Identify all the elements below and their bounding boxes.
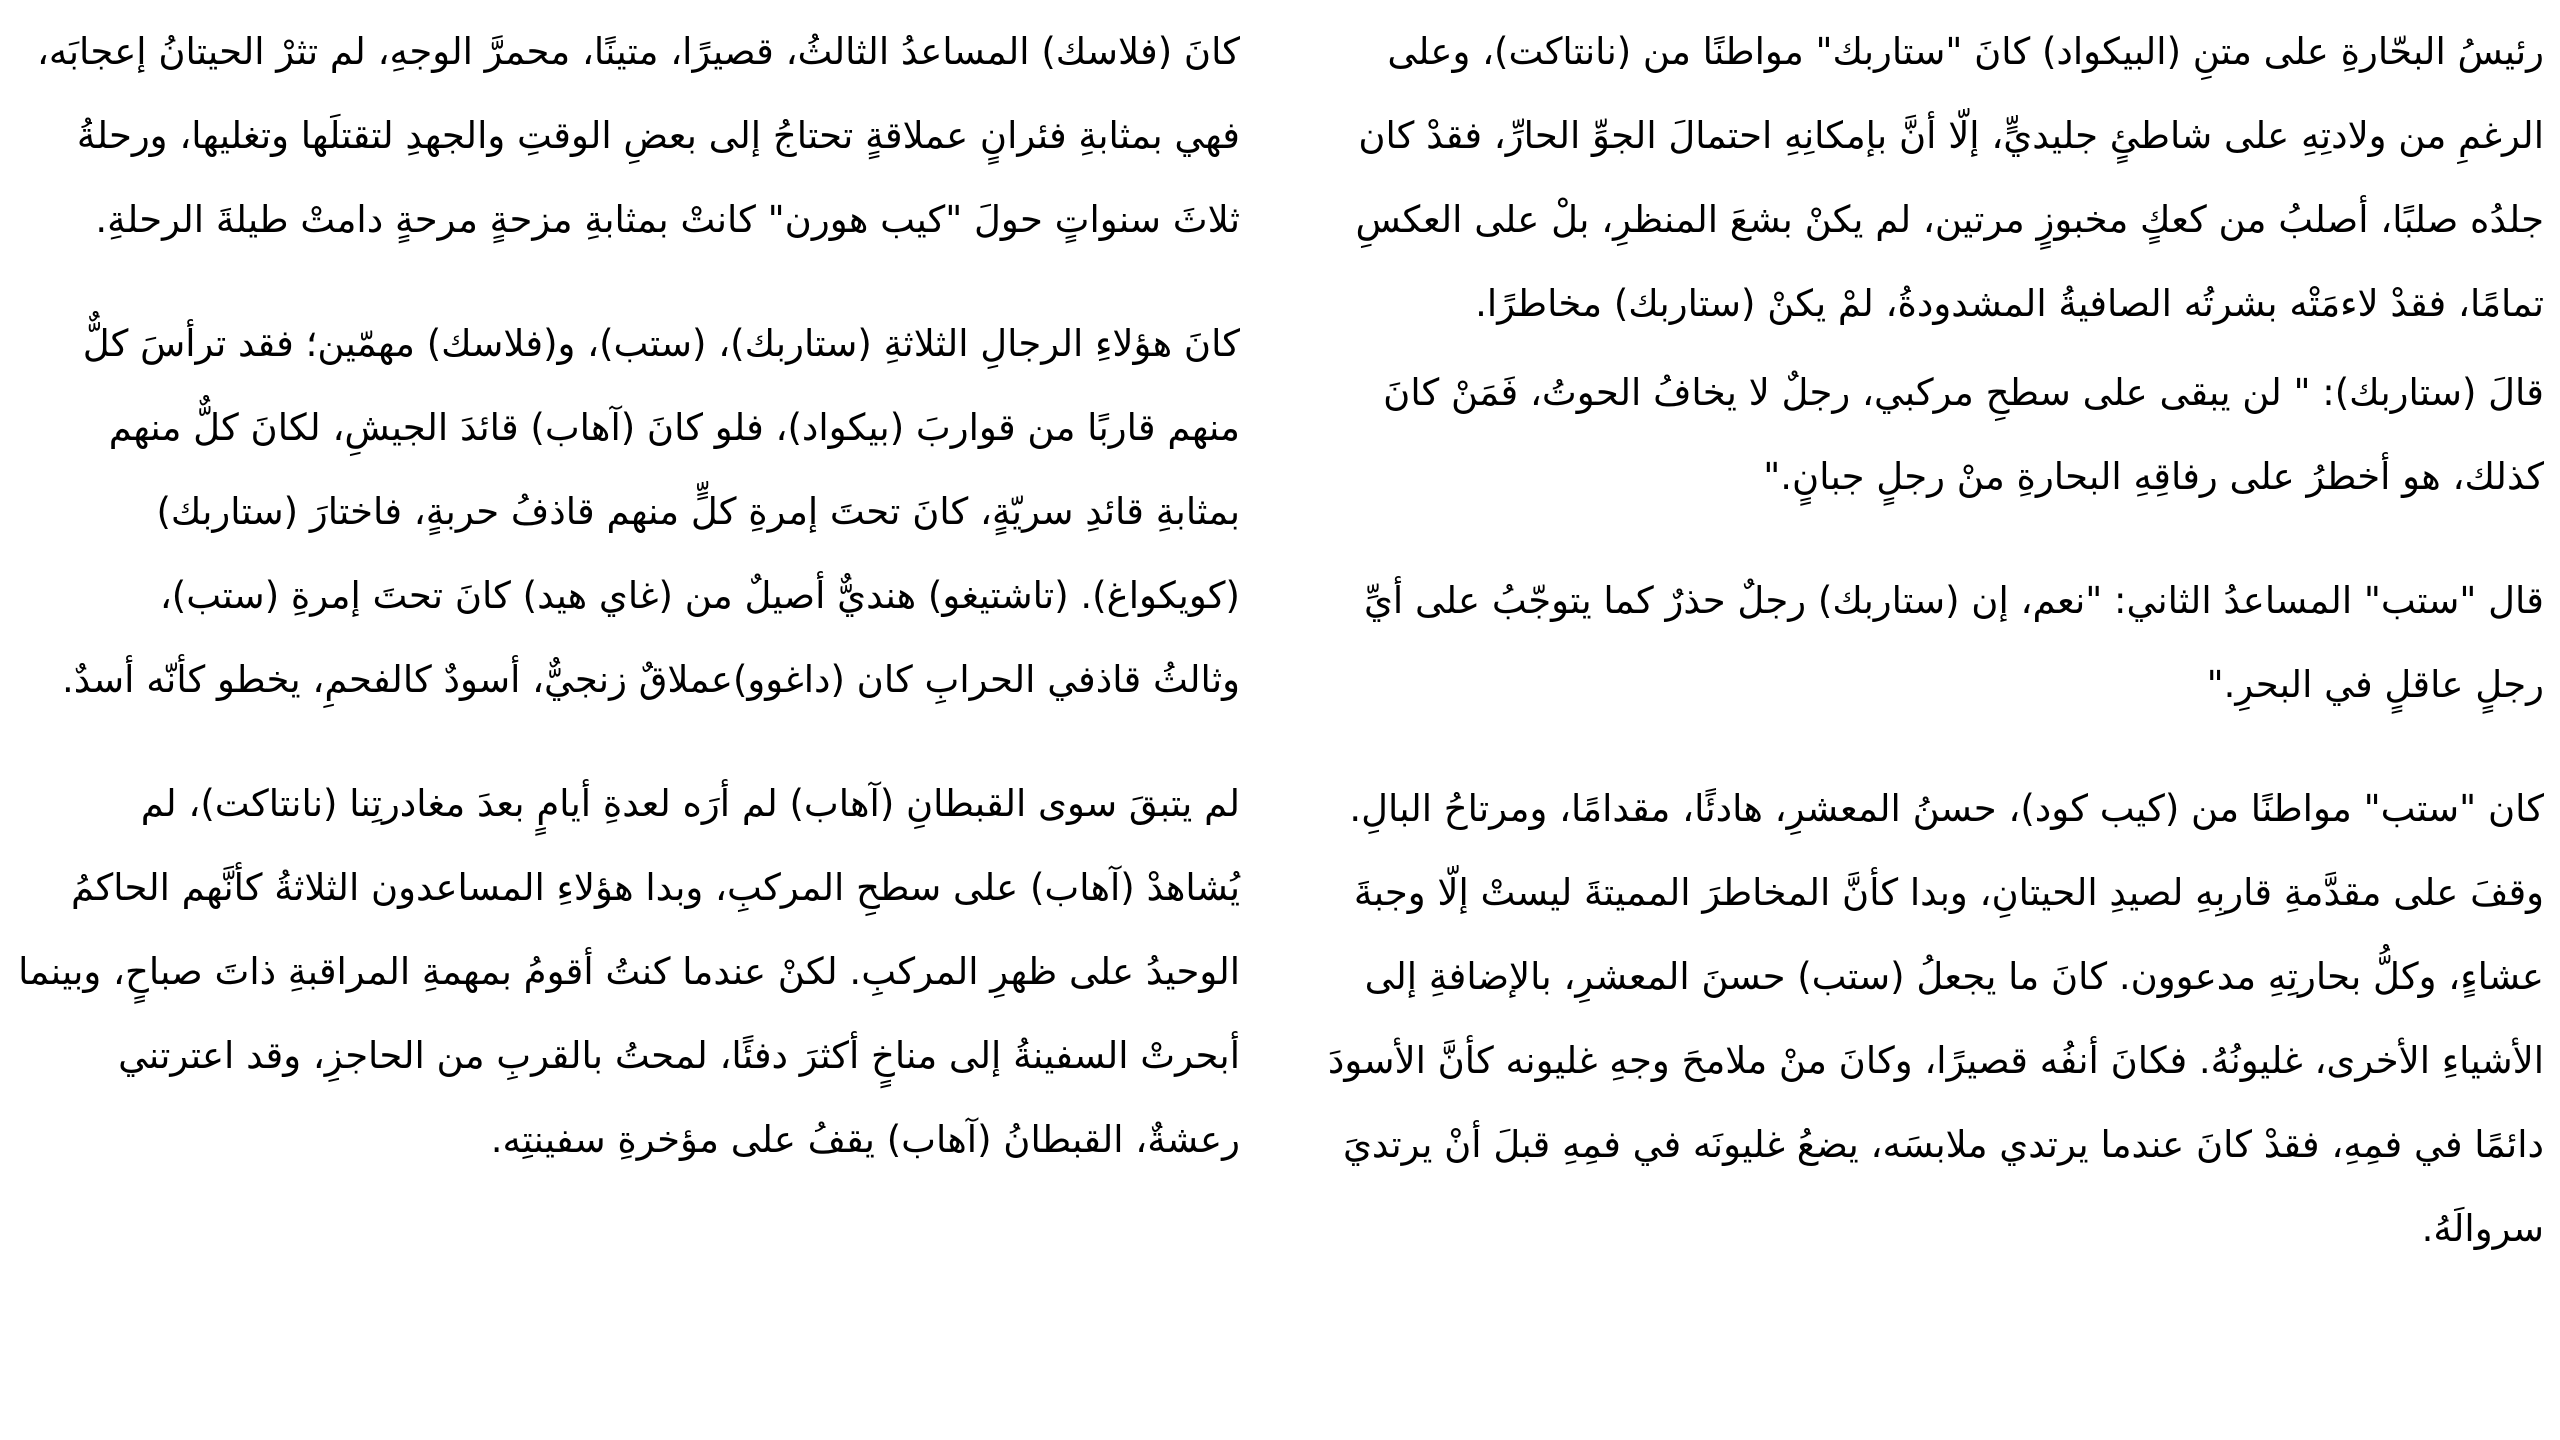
text-line: كانَ (فلاسك) المساعدُ الثالثُ، قصيرًا، متينًا، محمرَّ الوجهِ، لم تثرْ الحيتانُ إعجابَه، bbox=[36, 30, 1240, 73]
paragraph-starbuck-intro bbox=[1339, 10, 2544, 346]
text-line: سروالَهُ. bbox=[2421, 1207, 2544, 1250]
text-line: ثلاثَ سنواتٍ حولَ "كيب هورن" كانتْ بمثابةِ مزحةٍ مرحةٍ دامتْ طيلةَ الرحلةِ. bbox=[95, 198, 1240, 241]
text-line: بمثابةِ قائدِ سريّةٍ، كانَ تحتَ إمرةِ كلٍّ منهم قاذفُ حربةٍ، فاختارَ (ستاربك) bbox=[156, 490, 1240, 533]
text-line: يُشاهدْ (آهاب) على سطحِ المركبِ، وبدا هؤلاءِ المساعدون الثلاثةُ كأنَّهم الحاكمُ bbox=[70, 866, 1240, 909]
text-line: جلدُه صلبًا، أصلبُ من كعكٍ مخبوزٍ مرتين، لم يكنْ بشعَ المنظرِ، بلْ على العكسِ bbox=[1355, 198, 2544, 241]
text-line: تمامًا، فقدْ لاءمَتْه بشرتُه الصافيةُ المشدودةُ، لمْ يكنْ (ستاربك) مخاطرًا. bbox=[1475, 282, 2544, 325]
text-line: دائمًا في فمِهِ، فقدْ كانَ عندما يرتدي ملابسَه، يضعُ غليونَه في فمِهِ قبلَ أنْ يرتديَ bbox=[1342, 1123, 2544, 1166]
right-text-column bbox=[1327, 10, 2544, 1271]
text-line: كانَ هؤلاءِ الرجالِ الثلاثةِ (ستاربك)، (ستب)، و(فلاسك) مهمّين؛ فقد ترأسَ كلٌّ bbox=[82, 322, 1240, 365]
text-line: الرغمِ من ولادتِهِ على شاطئٍ جليديٍّ، إلّا أنَّ بإمكانِهِ احتمالَ الجوِّ الحارِّ، فقدْ كان bbox=[1358, 114, 2544, 157]
text-line: قالَ (ستاربك): " لن يبقى على سطحِ مركبي، رجلٌ لا يخافُ الحوتُ، فَمَنْ كانَ bbox=[1383, 371, 2544, 414]
text-line: رئيسُ البحّارةِ على متنِ (البيكواد) كانَ "ستاربك" مواطنًا من (نانتاكت)، وعلى bbox=[1387, 30, 2544, 73]
text-line: رجلٍ عاقلٍ في البحرِ." bbox=[2206, 663, 2544, 706]
paragraph-stubb-description bbox=[1327, 767, 2544, 1271]
text-line: رعشةٌ، القبطانُ (آهاب) يقفُ على مؤخرةِ سفينتِه. bbox=[490, 1118, 1240, 1161]
text-line: منهم قاربًا من قواربَ (بيكواد)، فلو كانَ (آهاب) قائدَ الجيشِ، لكانَ كلٌّ منهم bbox=[108, 406, 1240, 449]
text-line: وقفَ على مقدَّمةِ قاربِهِ لصيدِ الحيتانِ، وبدا كأنَّ المخاطرَ المميتةَ ليستْ إلّا وجبةَ bbox=[1353, 871, 2544, 914]
text-line: (كويكواغ). (تاشتيغو) هنديٌّ أصيلٌ من (غاي هيد) كانَ تحتَ إمرةِ (ستب)، bbox=[159, 574, 1240, 617]
paragraph-starbuck-quote bbox=[1339, 351, 2544, 519]
text-line: وثالثُ قاذفي الحرابِ كان (داغوو)عملاقٌ زنجيٌّ، أسودٌ كالفحمِ، يخطو كأنّه أسدٌ. bbox=[61, 658, 1240, 701]
text-line: كذلك، هو أخطرُ على رفاقِهِ البحارةِ منْ رجلٍ جبانٍ." bbox=[1763, 455, 2544, 498]
paragraph-stubb-quote bbox=[1339, 559, 2544, 727]
text-line: الأشياءِ الأخرى، غليونُهُ. فكانَ أنفُه قصيرًا، وكانَ منْ ملامحَ وجهِ غليونه كأنَّ الأسودَ bbox=[1327, 1039, 2544, 1082]
text-line: قال "ستب" المساعدُ الثاني: "نعم، إن (ستاربك) رجلٌ حذرٌ كما يتوجّبُ على أيِّ bbox=[1363, 579, 2544, 622]
text-line: كان "ستب" مواطنًا من (كيب كود)، حسنُ المعشرِ، هادئًا، مقدامًا، ومرتاحُ البالِ. bbox=[1349, 787, 2544, 830]
left-text-column bbox=[18, 10, 1240, 1182]
text-line: لم يتبقَ سوى القبطانِ (آهاب) لم أرَه لعدةِ أيامٍ بعدَ مغادرتِنا (نانتاكت)، لم bbox=[140, 782, 1240, 825]
paragraph-flask-description bbox=[36, 10, 1240, 262]
paragraph-three-mates bbox=[40, 302, 1240, 722]
text-line: الوحيدُ على ظهرِ المركبِ. لكنْ عندما كنتُ أقومُ بمهمةِ المراقبةِ ذاتَ صباحٍ، وبينما bbox=[18, 950, 1240, 993]
text-line: عشاءٍ، وكلُّ بحارتِهِ مدعوون. كانَ ما يجعلُ (ستب) حسنَ المعشرِ، بالإضافةِ إلى bbox=[1364, 955, 2544, 998]
text-line: فهي بمثابةِ فئرانٍ عملاقةٍ تحتاجُ إلى بعضِ الوقتِ والجهدِ لتقتلَها وتغليها، ورحلةُ bbox=[76, 114, 1240, 157]
text-line: أبحرتْ السفينةُ إلى مناخٍ أكثرَ دفئًا، لمحتُ بالقربِ من الحاجزِ، وقد اعترتني bbox=[118, 1034, 1240, 1077]
paragraph-ahab-appearance bbox=[18, 762, 1240, 1182]
